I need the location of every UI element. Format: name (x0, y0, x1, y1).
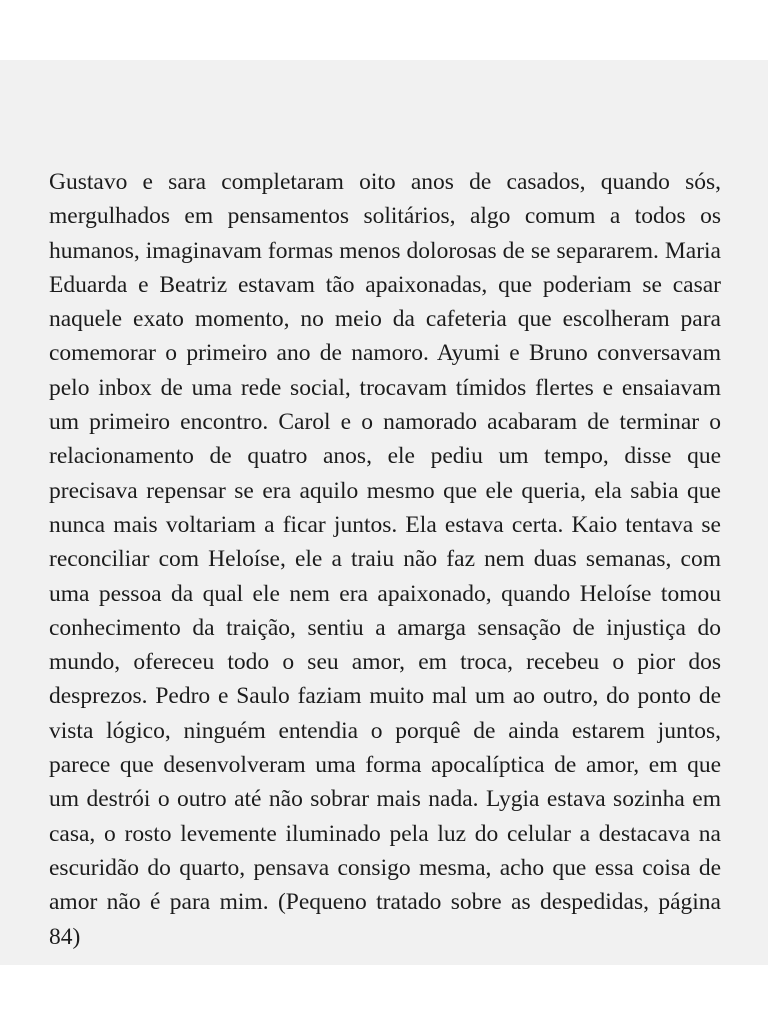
quote-panel (0, 60, 768, 965)
excerpt-paragraph: Gustavo e sara completaram oito anos de casados, quando sós, mergulhados em pensamentos solitários, algo comum a todos os humanos, imaginavam formas menos dolorosas de se separarem. Maria Eduarda e Beatriz estavam tão apaixonadas, que poderiam se casar naquele exato momento, no meio da cafeteria que escolheram para comemorar o primeiro ano de namoro. Ayumi e Bruno conversavam pelo inbox de uma rede social, trocavam tímidos flertes e ensaiavam um primeiro encontro. Carol e o namorado acabaram de terminar o relacionamento de quatro anos, ele pediu um tempo, disse que precisava repensar se era aquilo mesmo que ele queria, ela sabia que nunca mais voltariam a ficar juntos. Ela estava certa. Kaio tentava se reconciliar com Heloíse, ele a traiu não faz nem duas semanas, com uma pessoa da qual ele nem era apaixonado, quando Heloíse tomou conhecimento da traição, sentiu a amarga sensação de injustiça do mundo, ofereceu todo o seu amor, em troca, recebeu o pior dos desprezos. Pedro e Saulo faziam muito mal um ao outro, do ponto de vista lógico, ninguém entendia o porquê de ainda estarem juntos, parece que desenvolveram uma forma apocalíptica de amor, em que um destrói o outro até não sobrar mais nada. Lygia estava sozinha em casa, o rosto levemente iluminado pela luz do celular a destacava na escuridão do quarto, pensava consigo mesma, acho que essa coisa de amor não é para mim. (Pequeno tratado sobre as despedidas, página 84) (49, 169, 721, 950)
